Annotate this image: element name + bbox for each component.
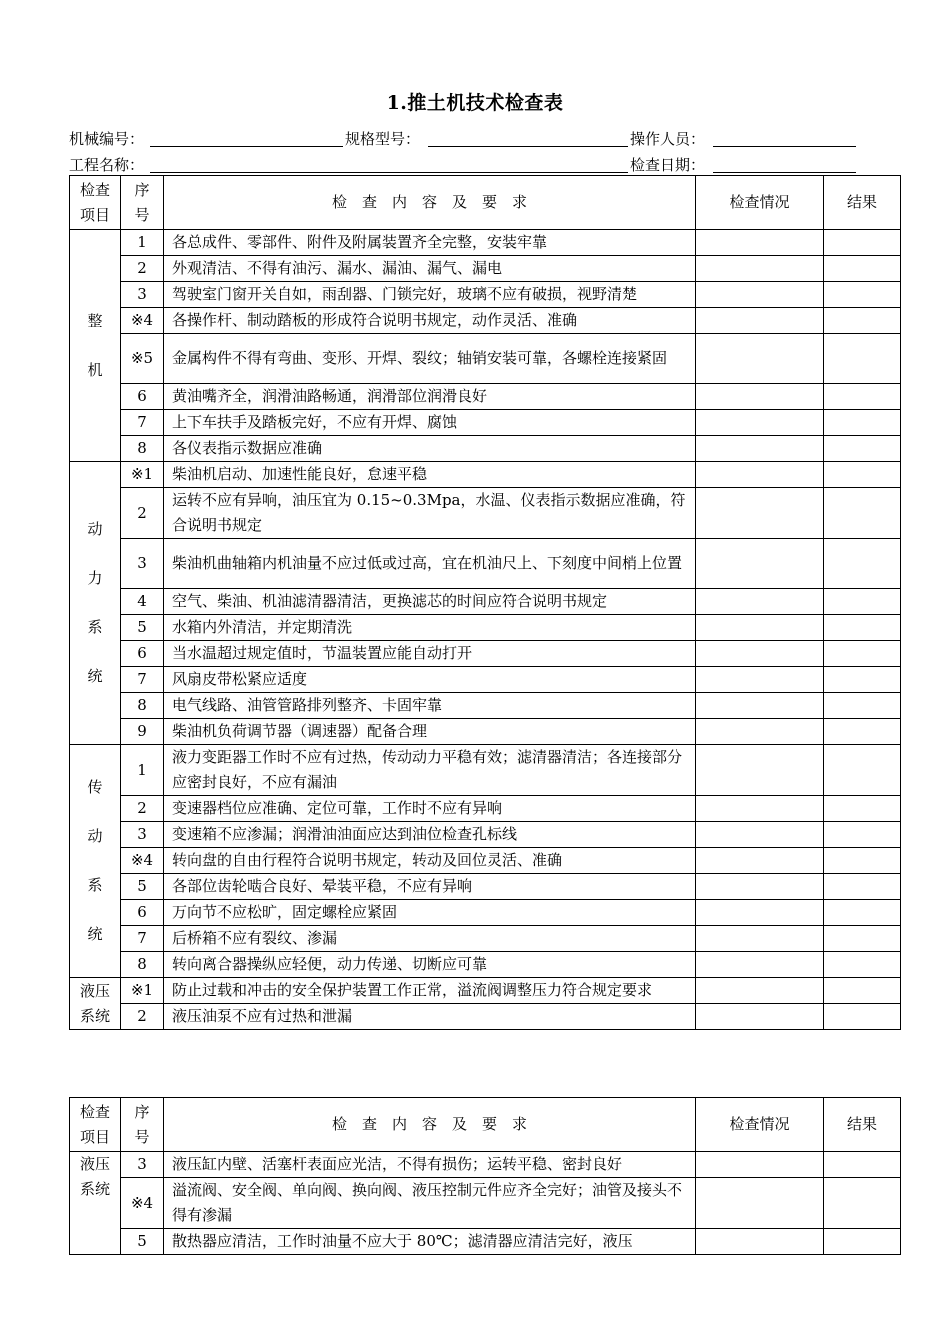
category-label: 液压: [79, 981, 110, 1000]
category-label: 液压: [79, 1155, 110, 1173]
item-number: ※1: [121, 462, 164, 488]
item-number: ※4: [121, 308, 164, 334]
item-number: 3: [121, 282, 164, 308]
header-no: [121, 176, 164, 230]
item-number: 1: [121, 230, 164, 256]
check-status-cell[interactable]: [696, 822, 824, 848]
info-line-2: [69, 154, 899, 176]
header-no-line2: 号: [134, 205, 150, 224]
check-status-cell[interactable]: [696, 952, 824, 978]
item-number: 5: [121, 874, 164, 900]
item-requirement: 驾驶室门窗开关自如，雨刮器、门锁完好，玻璃不应有破损，视野清楚: [164, 282, 696, 308]
check-status-cell[interactable]: [696, 488, 824, 539]
result-cell[interactable]: [824, 693, 901, 719]
check-status-cell[interactable]: [696, 1229, 824, 1255]
header-no-line2: 号: [134, 1127, 150, 1146]
header-content: 检 查 内 容 及 要 求: [164, 176, 696, 230]
item-requirement: 空气、柴油、机油滤清器清洁，更换滤芯的时间应符合说明书规定: [164, 589, 696, 615]
item-requirement: 转向离合器操纵应轻便，动力传递、切断应可靠: [164, 952, 696, 978]
item-requirement: 变速箱不应渗漏；润滑油油面应达到油位检查孔标线: [164, 822, 696, 848]
item-requirement: 各总成件、零部件、附件及附属装置齐全完整，安装牢靠: [164, 230, 696, 256]
check-status-cell[interactable]: [696, 1004, 824, 1030]
item-number: 8: [121, 693, 164, 719]
result-cell[interactable]: [824, 1229, 901, 1255]
check-status-cell[interactable]: [696, 462, 824, 488]
item-requirement: 液压油泵不应有过热和泄漏: [164, 1004, 696, 1030]
operator-field[interactable]: [713, 146, 856, 147]
table-row: [70, 308, 901, 334]
category-label: 系: [87, 876, 103, 894]
item-number: 3: [121, 1152, 164, 1178]
header-category-line2: 项目: [79, 1127, 110, 1146]
header-content: 检 查 内 容 及 要 求: [164, 1098, 696, 1152]
table-row: [70, 822, 901, 848]
category-cell: [70, 1152, 121, 1255]
category-label: 统: [87, 667, 103, 685]
category-label: 统: [87, 925, 103, 943]
item-number: 2: [121, 256, 164, 282]
item-requirement: 当水温超过规定值时，节温装置应能自动打开: [164, 641, 696, 667]
item-number: 9: [121, 719, 164, 745]
item-number: 8: [121, 436, 164, 462]
item-number: ※1: [121, 978, 164, 1004]
result-cell[interactable]: [824, 488, 901, 539]
result-cell[interactable]: [824, 900, 901, 926]
table-row: [70, 667, 901, 693]
header-result: 结果: [824, 176, 901, 230]
category-cell: [70, 230, 121, 462]
result-cell[interactable]: [824, 719, 901, 745]
result-cell[interactable]: [824, 334, 901, 384]
table-row: [70, 874, 901, 900]
category-label: 传: [87, 778, 103, 796]
check-status-cell[interactable]: [696, 693, 824, 719]
result-cell[interactable]: [824, 796, 901, 822]
item-number: 3: [121, 822, 164, 848]
table-row: [70, 410, 901, 436]
category-label: 机: [87, 360, 103, 379]
check-status-cell[interactable]: [696, 745, 824, 796]
item-requirement: 液压缸内壁、活塞杆表面应光洁，不得有损伤；运转平稳、密封良好: [164, 1152, 696, 1178]
table-row: [70, 334, 901, 384]
result-cell[interactable]: [824, 1004, 901, 1030]
result-cell[interactable]: [824, 822, 901, 848]
header-category-line1: 检查: [79, 1102, 110, 1121]
category-label: 动: [87, 827, 103, 845]
table-header-row: [70, 176, 901, 230]
item-requirement: 运转不应有异响，油压宜为 0.15~0.3Mpa，水温、仪表指示数据应准确，符合说明书规定: [164, 488, 696, 539]
item-requirement: 各部位齿轮啮合良好、晕装平稳，不应有异响: [164, 874, 696, 900]
project-field[interactable]: [150, 172, 628, 173]
item-requirement: 电气线路、油管管路排列整齐、卡固牢靠: [164, 693, 696, 719]
item-number: 6: [121, 384, 164, 410]
header-no-line1: 序: [134, 1102, 150, 1121]
check-status-cell[interactable]: [696, 436, 824, 462]
operator-label: 操作人员：: [630, 130, 706, 148]
check-status-cell[interactable]: [696, 539, 824, 589]
result-cell[interactable]: [824, 436, 901, 462]
table-row: [70, 719, 901, 745]
check-status-cell[interactable]: [696, 384, 824, 410]
result-cell[interactable]: [824, 1178, 901, 1229]
result-cell[interactable]: [824, 926, 901, 952]
header-check: 检查情况: [696, 1098, 824, 1152]
item-number: 5: [121, 615, 164, 641]
check-status-cell[interactable]: [696, 719, 824, 745]
item-requirement: 外观清洁、不得有油污、漏水、漏油、漏气、漏电: [164, 256, 696, 282]
check-status-cell[interactable]: [696, 667, 824, 693]
item-number: 2: [121, 1004, 164, 1030]
table-row: [70, 926, 901, 952]
header-no-line1: 序: [134, 180, 150, 199]
result-cell[interactable]: [824, 384, 901, 410]
table-row: [70, 615, 901, 641]
item-number: 2: [121, 488, 164, 539]
machine-no-label: 机械编号：: [69, 130, 145, 148]
table-row: [70, 641, 901, 667]
result-cell[interactable]: [824, 539, 901, 589]
header-category-line1: 检查: [79, 180, 110, 199]
result-cell[interactable]: [824, 615, 901, 641]
category-label: 动: [87, 520, 103, 538]
result-cell[interactable]: [824, 745, 901, 796]
result-cell[interactable]: [824, 667, 901, 693]
check-status-cell[interactable]: [696, 230, 824, 256]
table-row: [70, 693, 901, 719]
machine-no-field[interactable]: [150, 146, 343, 147]
check-status-cell[interactable]: [696, 615, 824, 641]
page-title: 1.推土机技术检查表: [386, 92, 564, 114]
item-number: 2: [121, 796, 164, 822]
category-label: 力: [87, 569, 103, 587]
check-status-cell[interactable]: [696, 796, 824, 822]
result-cell[interactable]: [824, 410, 901, 436]
spec-label: 规格型号：: [345, 130, 421, 148]
category-cell: [70, 745, 121, 978]
table-row: [70, 462, 901, 488]
result-cell[interactable]: [824, 1152, 901, 1178]
item-requirement: 各操作杆、制动踏板的形成符合说明书规定，动作灵活、准确: [164, 308, 696, 334]
item-requirement: 后桥箱不应有裂纹、渗漏: [164, 926, 696, 952]
result-cell[interactable]: [824, 952, 901, 978]
check-status-cell[interactable]: [696, 282, 824, 308]
item-requirement: 水箱内外清洁，并定期清洗: [164, 615, 696, 641]
check-status-cell[interactable]: [696, 848, 824, 874]
item-requirement: 上下车扶手及踏板完好，不应有开焊、腐蚀: [164, 410, 696, 436]
item-number: 5: [121, 1229, 164, 1255]
header-check: 检查情况: [696, 176, 824, 230]
item-requirement: 柴油机启动、加速性能良好，怠速平稳: [164, 462, 696, 488]
table-row: [70, 488, 901, 539]
table-row: [70, 978, 901, 1004]
table-row: [70, 1152, 901, 1178]
result-cell[interactable]: [824, 462, 901, 488]
result-cell[interactable]: [824, 589, 901, 615]
inspection-table: [69, 175, 901, 1030]
item-number: 4: [121, 589, 164, 615]
header-category: [70, 1098, 121, 1152]
item-requirement: 金属构件不得有弯曲、变形、开焊、裂纹；轴销安装可靠，各螺栓连接紧固: [164, 334, 696, 384]
inspection-table-continued: [69, 1097, 901, 1255]
spec-field[interactable]: [428, 146, 628, 147]
check-status-cell[interactable]: [696, 1152, 824, 1178]
item-requirement: 转向盘的自由行程符合说明书规定，转动及回位灵活、准确: [164, 848, 696, 874]
item-number: 7: [121, 667, 164, 693]
result-cell[interactable]: [824, 978, 901, 1004]
table-row: [70, 384, 901, 410]
item-number: 7: [121, 926, 164, 952]
item-number: 1: [121, 745, 164, 796]
check-status-cell[interactable]: [696, 334, 824, 384]
result-cell[interactable]: [824, 282, 901, 308]
table-row: [70, 539, 901, 589]
item-requirement: 柴油机负荷调节器（调速器）配备合理: [164, 719, 696, 745]
item-number: 6: [121, 900, 164, 926]
category-cell: [70, 978, 121, 1030]
result-cell[interactable]: [824, 848, 901, 874]
check-status-cell[interactable]: [696, 874, 824, 900]
table-row: [70, 1004, 901, 1030]
check-status-cell[interactable]: [696, 641, 824, 667]
table-row: [70, 282, 901, 308]
date-label: 检查日期：: [630, 156, 706, 174]
table-row: [70, 952, 901, 978]
result-cell[interactable]: [824, 308, 901, 334]
item-requirement: 黄油嘴齐全，润滑油路畅通，润滑部位润滑良好: [164, 384, 696, 410]
item-requirement: 液力变距器工作时不应有过热，传动动力平稳有效；滤清器清洁；各连接部分应密封良好，不应有漏油: [164, 745, 696, 796]
table-row: [70, 1229, 901, 1255]
check-status-cell[interactable]: [696, 308, 824, 334]
check-status-cell[interactable]: [696, 589, 824, 615]
check-status-cell[interactable]: [696, 410, 824, 436]
category-cell: [70, 462, 121, 745]
result-cell[interactable]: [824, 641, 901, 667]
result-cell[interactable]: [824, 230, 901, 256]
item-number: 3: [121, 539, 164, 589]
result-cell[interactable]: [824, 874, 901, 900]
check-status-cell[interactable]: [696, 978, 824, 1004]
item-requirement: 各仪表指示数据应准确: [164, 436, 696, 462]
item-requirement: 风扇皮带松紧应适度: [164, 667, 696, 693]
header-result: 结果: [824, 1098, 901, 1152]
project-label: 工程名称：: [69, 156, 145, 174]
check-status-cell[interactable]: [696, 926, 824, 952]
table-row: [70, 436, 901, 462]
header-no: [121, 1098, 164, 1152]
item-number: 6: [121, 641, 164, 667]
category-label: 系统: [79, 1006, 110, 1025]
table-row: [70, 848, 901, 874]
table-row: [70, 900, 901, 926]
item-number: ※5: [121, 334, 164, 384]
item-number: 7: [121, 410, 164, 436]
item-number: ※4: [121, 1178, 164, 1229]
item-requirement: 溢流阀、安全阀、单向阀、换向阀、液压控制元件应齐全完好；油管及接头不得有渗漏: [164, 1178, 696, 1229]
table-row: [70, 1178, 901, 1229]
check-status-cell[interactable]: [696, 900, 824, 926]
category-label: 系统: [79, 1180, 110, 1198]
category-label: 系: [87, 618, 103, 636]
check-status-cell[interactable]: [696, 1178, 824, 1229]
result-cell[interactable]: [824, 256, 901, 282]
item-number: ※4: [121, 848, 164, 874]
header-category: [70, 176, 121, 230]
check-status-cell[interactable]: [696, 256, 824, 282]
info-line-1: [69, 128, 899, 150]
item-requirement: 柴油机曲轴箱内机油量不应过低或过高，宜在机油尺上、下刻度中间梢上位置: [164, 539, 696, 589]
date-field[interactable]: [713, 172, 856, 173]
header-category-line2: 项目: [79, 205, 110, 224]
table-row: [70, 256, 901, 282]
table-row: [70, 230, 901, 256]
item-requirement: 万向节不应松旷，固定螺栓应紧固: [164, 900, 696, 926]
table-row: [70, 796, 901, 822]
item-requirement: 变速器档位应准确、定位可靠，工作时不应有异响: [164, 796, 696, 822]
item-number: 8: [121, 952, 164, 978]
table-row: [70, 745, 901, 796]
table-header-row: [70, 1098, 901, 1152]
item-requirement: 防止过载和冲击的安全保护装置工作正常，溢流阀调整压力符合规定要求: [164, 978, 696, 1004]
category-label: 整: [87, 311, 103, 330]
item-requirement: 散热器应清洁，工作时油量不应大于 80℃；滤清器应清洁完好，液压: [164, 1229, 696, 1255]
table-row: [70, 589, 901, 615]
